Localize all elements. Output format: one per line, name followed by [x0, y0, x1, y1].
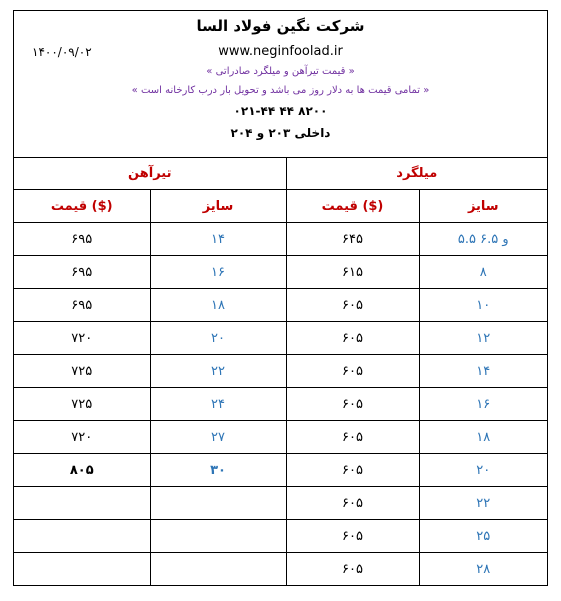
rebar-price-cell: ۶۰۵	[286, 289, 419, 322]
price-table	[14, 157, 547, 585]
rebar-size-cell: ۱۲	[419, 322, 547, 355]
beam-price-cell	[14, 487, 150, 520]
phone-extension: داخلی ۲۰۳ و ۲۰۴	[230, 126, 331, 140]
beam-size-cell: ۱۸	[150, 289, 286, 322]
rebar-size-cell: ۱۴	[419, 355, 547, 388]
rebar-section-title: میلگرد	[286, 157, 547, 190]
beam-section-title: تیرآهن	[14, 157, 286, 190]
table-row	[14, 355, 547, 388]
beam-size-cell: ۲۲	[150, 355, 286, 388]
tagline-terms: « تمامی قیمت ها به دلار روز می باشد و تحویل بار درب کارخانه است »	[131, 85, 430, 96]
beam-price-cell	[14, 553, 150, 586]
beam-price-cell: ۸۰۵	[14, 454, 150, 487]
rebar-price-cell: ۶۰۵	[286, 520, 419, 553]
beam-price-cell: ۶۹۵	[14, 256, 150, 289]
rebar-size-cell: ۸	[419, 256, 547, 289]
rebar-price-header: قیمت ($)	[286, 190, 419, 223]
rebar-size-cell: ۲۵	[419, 520, 547, 553]
beam-size-cell: ۳۰	[150, 454, 286, 487]
sheet-header	[14, 11, 547, 158]
beam-price-cell: ۷۲۰	[14, 421, 150, 454]
rebar-price-cell: ۶۰۵	[286, 454, 419, 487]
website-link[interactable]: www.neginfoolad.ir	[218, 44, 343, 59]
beam-size-cell	[150, 553, 286, 586]
rebar-size-header: سایز	[419, 190, 547, 223]
beam-size-cell: ۲۴	[150, 388, 286, 421]
table-row	[14, 289, 547, 322]
company-name: شرکت نگین فولاد السا	[196, 17, 365, 35]
table-row	[14, 487, 547, 520]
rebar-price-cell: ۶۰۵	[286, 388, 419, 421]
table-row	[14, 223, 547, 256]
rebar-size-cell: ۱۶	[419, 388, 547, 421]
beam-price-cell: ۷۲۰	[14, 322, 150, 355]
rebar-price-cell: ۶۰۵	[286, 487, 419, 520]
rebar-price-cell: ۶۰۵	[286, 322, 419, 355]
beam-price-cell: ۷۲۵	[14, 355, 150, 388]
rebar-price-cell: ۶۱۵	[286, 256, 419, 289]
rebar-size-cell: ۲۸	[419, 553, 547, 586]
table-row	[14, 520, 547, 553]
tagline-export: « قیمت تیرآهن و میلگرد صادراتی »	[206, 66, 355, 77]
table-row	[14, 256, 547, 289]
beam-size-cell	[150, 487, 286, 520]
table-row	[14, 553, 547, 586]
rebar-size-cell: ۲۰	[419, 454, 547, 487]
table-row	[14, 388, 547, 421]
rebar-price-cell: ۶۰۵	[286, 355, 419, 388]
beam-price-cell: ۶۹۵	[14, 289, 150, 322]
rebar-price-cell: ۶۰۵	[286, 553, 419, 586]
phone-number: ۰۲۱-۴۴ ۴۴ ۸۲۰۰	[233, 104, 328, 118]
table-row	[14, 322, 547, 355]
rebar-size-cell: ۲۲	[419, 487, 547, 520]
beam-price-cell: ۶۹۵	[14, 223, 150, 256]
beam-price-cell: ۷۲۵	[14, 388, 150, 421]
table-row	[14, 421, 547, 454]
rebar-size-cell: ۱۸	[419, 421, 547, 454]
rebar-size-cell: ۵.۵ و ۶.۵	[419, 223, 547, 256]
beam-size-cell: ۱۶	[150, 256, 286, 289]
column-header-row	[14, 190, 547, 223]
beam-price-header: قیمت ($)	[14, 190, 150, 223]
table-row	[14, 454, 547, 487]
rebar-size-cell: ۱۰	[419, 289, 547, 322]
rebar-price-cell: ۶۴۵	[286, 223, 419, 256]
beam-size-header: سایز	[150, 190, 286, 223]
date-label: ۱۴۰۰/۰۹/۰۲	[32, 45, 92, 59]
price-sheet	[13, 10, 548, 586]
section-row	[14, 157, 547, 190]
beam-size-cell: ۱۴	[150, 223, 286, 256]
beam-price-cell	[14, 520, 150, 553]
beam-size-cell	[150, 520, 286, 553]
rebar-price-cell: ۶۰۵	[286, 421, 419, 454]
beam-size-cell: ۲۰	[150, 322, 286, 355]
beam-size-cell: ۲۷	[150, 421, 286, 454]
